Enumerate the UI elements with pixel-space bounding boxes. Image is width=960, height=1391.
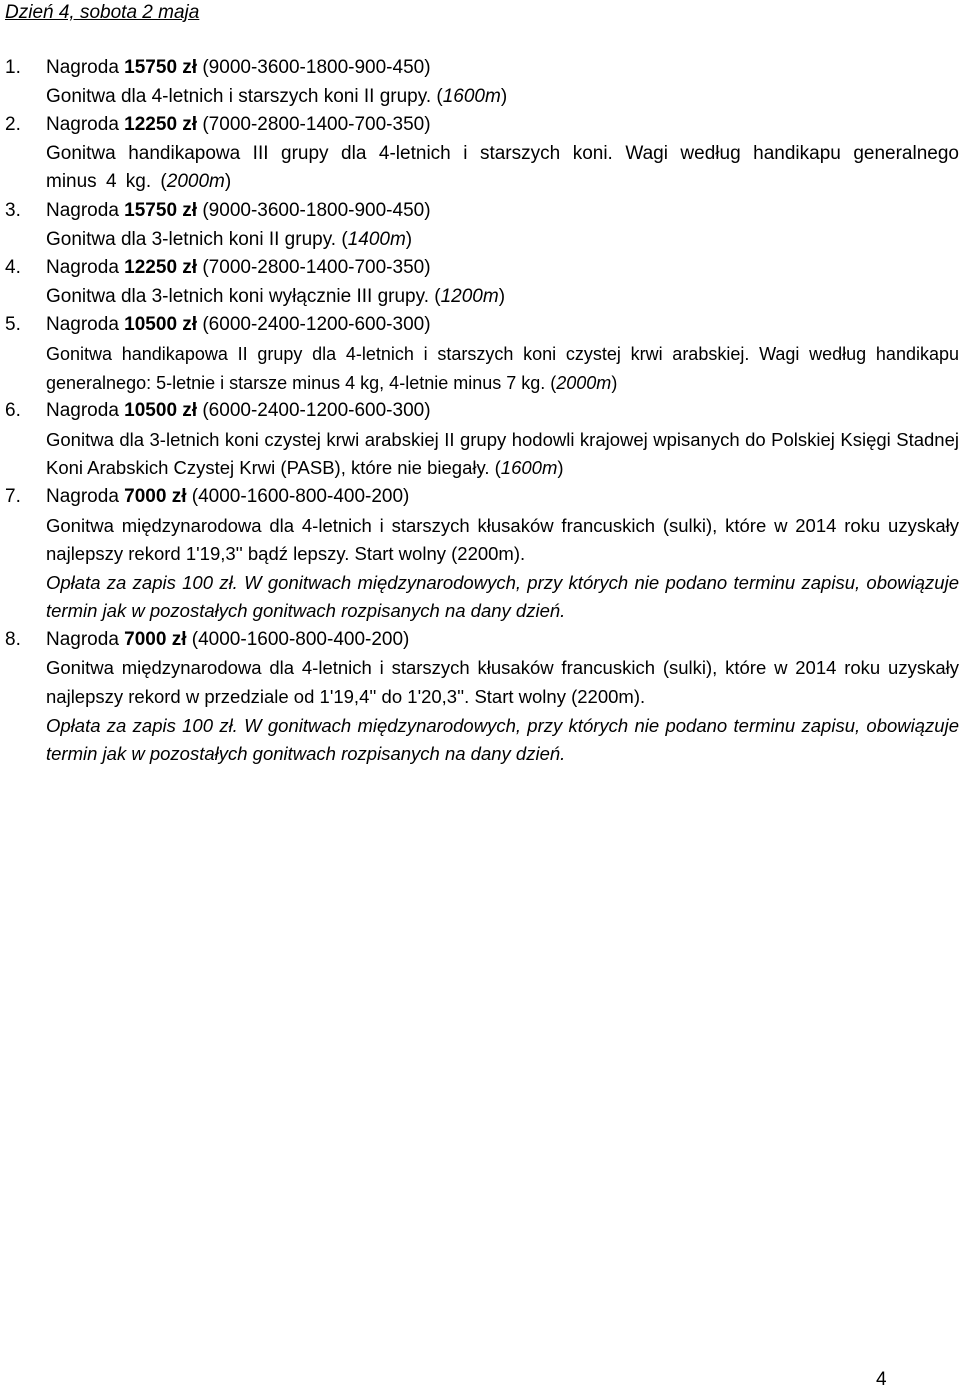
prize-word: Nagroda bbox=[46, 114, 119, 136]
distance-close: ) bbox=[498, 285, 506, 307]
description-text: Gonitwa dla 3-letnich koni czystej krwi arabskiej II grupy hodowli krajowej wpisanych do Polskiej Księgi Stadnej Koni Arabskich Czystej Krwi (PASB), które nie biegały. ( bbox=[46, 428, 959, 479]
prize-word: Nagroda bbox=[46, 314, 119, 336]
race-prize bbox=[46, 626, 959, 655]
race-prize bbox=[46, 483, 959, 512]
prize-split: (6000-2400-1200-600-300) bbox=[202, 400, 431, 422]
race-item-6 bbox=[5, 397, 959, 483]
race-number: 6. bbox=[5, 400, 21, 422]
race-distance: 1600m bbox=[500, 457, 558, 479]
race-prize bbox=[46, 311, 959, 340]
race-number: 5. bbox=[5, 314, 21, 336]
prize-word: Nagroda bbox=[46, 400, 119, 422]
prize-split: (6000-2400-1200-600-300) bbox=[202, 314, 431, 336]
race-item-2 bbox=[5, 111, 959, 197]
race-number: 7. bbox=[5, 485, 21, 507]
race-distance: 1200m bbox=[440, 285, 499, 307]
description-text: Gonitwa dla 3-letnich koni II grupy. ( bbox=[46, 228, 348, 250]
prize-amount: 15750 zł bbox=[124, 199, 198, 221]
race-number: 3. bbox=[5, 199, 21, 221]
prize-split: (7000-2800-1400-700-350) bbox=[202, 257, 431, 279]
prize-amount: 10500 zł bbox=[124, 400, 198, 422]
prize-split: (4000-1600-800-400-200) bbox=[191, 628, 410, 650]
race-description bbox=[46, 283, 959, 312]
description-text: Gonitwa dla 4-letnich i starszych koni II grupy. ( bbox=[46, 85, 443, 107]
race-description bbox=[46, 140, 959, 197]
prize-amount: 12250 zł bbox=[124, 257, 198, 279]
distance-close: ) bbox=[405, 228, 413, 250]
description-text: Gonitwa handikapowa II grupy dla 4-letnich i starszych koni czystej krwi arabskiej. Wagi według handikapu generalnego: 5-letnie i starsze minus 4 kg, 4-letnie minus 7 kg. ( bbox=[46, 343, 959, 393]
prize-split: (7000-2800-1400-700-350) bbox=[202, 114, 431, 136]
page-number: 4 bbox=[876, 1369, 887, 1390]
distance-close: ) bbox=[500, 85, 508, 107]
prize-amount: 15750 zł bbox=[124, 57, 198, 78]
race-item-4 bbox=[5, 254, 959, 311]
race-item-7 bbox=[5, 483, 959, 626]
race-prize bbox=[46, 197, 959, 226]
race-description: Gonitwa międzynarodowa dla 4-letnich i starszych kłusaków francuskich (sulki), które w 2014 roku uzyskały najlepszy rekord w przedziale od 1'19,4'' do 1'20,3''. Start wolny (2200m). bbox=[46, 657, 959, 708]
race-item-8 bbox=[5, 626, 959, 769]
race-note: Opłata za zapis 100 zł. W gonitwach międzynarodowych, przy których nie podano terminu zapisu, obowiązuje termin jak w pozostałych gonitwach rozpisanych na dany dzień. bbox=[46, 714, 959, 765]
race-prize bbox=[46, 111, 959, 140]
race-description bbox=[46, 340, 959, 397]
race-distance: 2000m bbox=[166, 171, 225, 193]
race-description bbox=[46, 226, 959, 255]
race-prize bbox=[46, 397, 959, 426]
race-description bbox=[46, 83, 959, 112]
race-item-3 bbox=[5, 197, 959, 254]
race-description bbox=[46, 426, 959, 483]
prize-word: Nagroda bbox=[46, 257, 119, 279]
race-prize bbox=[46, 254, 959, 283]
prize-amount: 10500 zł bbox=[124, 314, 198, 336]
distance-close: ) bbox=[557, 457, 564, 479]
prize-split: (9000-3600-1800-900-450) bbox=[202, 199, 431, 221]
race-list bbox=[5, 54, 959, 769]
race-distance: 1600m bbox=[442, 85, 501, 107]
race-item-1 bbox=[5, 54, 959, 111]
page-heading: Dzień 4, sobota 2 maja bbox=[5, 2, 200, 23]
prize-amount: 7000 zł bbox=[124, 628, 187, 650]
race-prize bbox=[46, 54, 959, 83]
description-text: Gonitwa handikapowa III grupy dla 4-letnich i starszych koni. Wagi według handikapu generalnego minus 4 kg. ( bbox=[46, 142, 959, 193]
race-distance: 1400m bbox=[347, 228, 406, 250]
race-number: 1. bbox=[5, 57, 21, 78]
distance-close: ) bbox=[611, 372, 618, 393]
prize-word: Nagroda bbox=[46, 485, 119, 507]
description-text: Gonitwa dla 3-letnich koni wyłącznie III grupy. ( bbox=[46, 285, 441, 307]
race-number: 2. bbox=[5, 114, 21, 136]
race-description: Gonitwa międzynarodowa dla 4-letnich i starszych kłusaków francuskich (sulki), które w 2014 roku uzyskały najlepszy rekord 1'19,3'' bądź lepszy. Start wolny (2200m). bbox=[46, 514, 959, 565]
distance-close: ) bbox=[224, 171, 232, 193]
prize-split: (9000-3600-1800-900-450) bbox=[202, 57, 431, 78]
race-note: Opłata za zapis 100 zł. W gonitwach międzynarodowych, przy których nie podano terminu zapisu, obowiązuje termin jak w pozostałych gonitwach rozpisanych na dany dzień. bbox=[46, 571, 959, 622]
race-number: 8. bbox=[5, 628, 21, 650]
prize-word: Nagroda bbox=[46, 57, 119, 78]
prize-word: Nagroda bbox=[46, 628, 119, 650]
prize-split: (4000-1600-800-400-200) bbox=[191, 485, 410, 507]
race-distance: 2000m bbox=[556, 372, 612, 393]
prize-word: Nagroda bbox=[46, 199, 119, 221]
race-item-5 bbox=[5, 311, 959, 397]
prize-amount: 12250 zł bbox=[124, 114, 198, 136]
race-number: 4. bbox=[5, 257, 21, 279]
prize-amount: 7000 zł bbox=[124, 485, 187, 507]
